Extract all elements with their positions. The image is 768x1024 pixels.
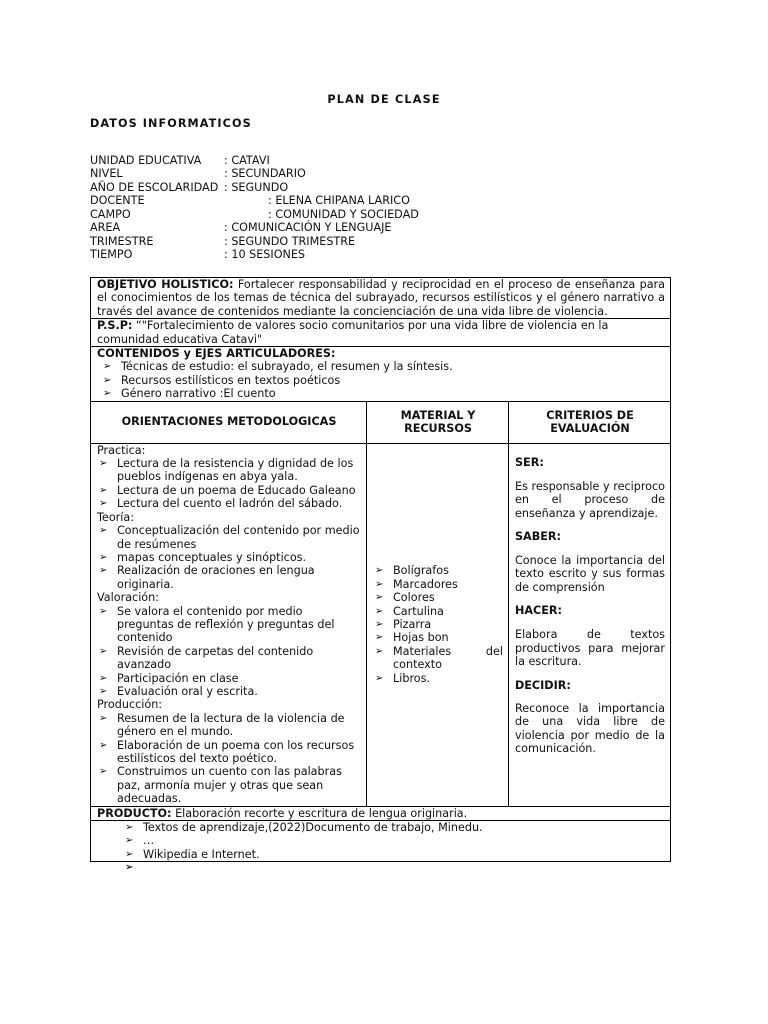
info-label: AREA [90, 221, 121, 235]
psp-cell [91, 319, 671, 347]
list-item: ➢ Bolígrafos [373, 564, 503, 577]
info-value: : COMUNIDAD Y SOCIEDAD [268, 207, 419, 221]
objetivo-cell [91, 278, 671, 319]
list-item: ➢ mapas conceptuales y sinópticos. [97, 551, 361, 564]
list-item: ➢ Revisión de carpetas del contenido avanzado [97, 645, 361, 672]
list-item: ➢ Libros. [373, 672, 503, 685]
list-item: ➢ Conceptualización del contenido por medio de resúmenes [97, 524, 361, 551]
criterio-hacer-label: HACER: [515, 603, 562, 617]
info-value: : CATAVI [224, 154, 270, 167]
info-value: : COMUNICACIÓN Y LENGUAJE [224, 221, 392, 235]
list-item: ➢ Wikipedia e Internet. [123, 848, 665, 861]
producto-row [91, 806, 671, 820]
criterio-ser-text: Es responsable y reciproco en el proceso de enseñanza y aprendizaje. [515, 480, 666, 520]
plan-table [90, 277, 671, 862]
section-heading-datos: DATOS INFORMATICOS [90, 117, 252, 130]
list-item: ➢ Recursos estilísticos en textos poéticos [101, 374, 665, 387]
info-label: CAMPO [90, 207, 131, 221]
header-orientaciones: ORIENTACIONES METODOLOGICAS [91, 401, 367, 443]
info-label: DOCENTE [90, 194, 145, 208]
info-label: TRIMESTRE [90, 234, 154, 248]
objetivo-label: OBJETIVO HOLISTICO: [97, 278, 234, 291]
criterio-hacer-text: Elabora de textos productivos para mejorar la escritura. [515, 628, 666, 669]
valoracion-label: Valoración: [97, 591, 160, 605]
psp-row [91, 319, 671, 347]
list-item: ➢ Realización de oraciones en lengua originaria. [97, 564, 361, 591]
producto-cell [91, 806, 671, 820]
materiales-list [373, 564, 503, 685]
criterios-cell [509, 443, 671, 806]
psp-text: “"Fortalecimiento de valores socio comunitarios por una vida libre de violencia en la comunidad educativa Catavi" [97, 319, 609, 346]
list-item: ➢ Construimos un cuento con las palabras paz, armonía mujer y otras que sean adecuadas. [97, 765, 361, 805]
valoracion-list [97, 605, 361, 699]
contenidos-label: CONTENIDOS y EJES ARTICULADORES: [97, 347, 336, 361]
list-item: ➢ Participación en clase [97, 672, 361, 685]
info-label: NIVEL [90, 167, 123, 181]
list-item: ➢ Lectura de la resistencia y dignidad de los pueblos indígenas en abya yala. [97, 457, 361, 484]
info-label: AÑO DE ESCOLARIDAD [90, 180, 219, 194]
objetivo-row [91, 278, 671, 319]
producto-text: Elaboración recorte y escritura de lengua originaria. [171, 806, 468, 820]
bibliografia-cell [91, 821, 671, 862]
list-item: ➢ Resumen de la lectura de la violencia de género en el mundo. [97, 712, 361, 739]
list-item: ➢ Marcadores [373, 578, 503, 591]
contenidos-row [91, 347, 671, 402]
psp-label: P.S.P: [97, 319, 133, 333]
list-item: ➢ Textos de aprendizaje,(2022)Documento de trabajo, Minedu. [123, 821, 665, 834]
page-title: PLAN DE CLASE [327, 93, 441, 106]
materiales-cell [367, 443, 509, 806]
info-value: : SECUNDARIO [224, 167, 306, 181]
criterio-ser-label: SER: [515, 455, 544, 469]
header-material: MATERIAL Y RECURSOS [367, 401, 509, 443]
info-value: : SEGUNDO [224, 180, 289, 194]
practica-list [97, 457, 361, 511]
produccion-label: Producción: [97, 698, 163, 712]
info-label: UNIDAD EDUCATIVA [90, 154, 202, 167]
bibliografia-list [97, 821, 665, 861]
list-item: ➢ Evaluación oral y escrita. [97, 685, 361, 698]
info-label: TIEMPO [90, 248, 133, 262]
objetivo-text: Fortalecer responsabilidad y reciprocidad en el proceso de enseñanza para el conocimientos de los temas de técnica del subrayado, recursos estilísticos y el género narrativo a través del avance de contenidos mediante la concienciación de una vida libre de violencia. [97, 278, 666, 318]
list-item: ➢ Técnicas de estudio: el subrayado, el resumen y la síntesis. [101, 360, 665, 373]
producto-label: PRODUCTO: [97, 806, 172, 820]
teoria-list [97, 524, 361, 591]
orientaciones-cell [91, 443, 367, 806]
criterio-decidir-label: DECIDIR: [515, 678, 571, 692]
bibliografia-row [91, 821, 671, 862]
produccion-list [97, 712, 361, 806]
list-item: ➢ Cartulina [373, 605, 503, 618]
list-item: ➢ Materiales del contexto [373, 645, 503, 672]
header-row [91, 401, 671, 443]
criterio-saber-text: Conoce la importancia del texto escrito y sus formas de comprensión [515, 553, 666, 594]
list-item: ➢ Lectura de un poema de Educado Galeano [97, 484, 361, 497]
info-value: : 10 SESIONES [224, 248, 306, 262]
list-item: ➢ Pizarra [373, 618, 503, 631]
list-item: ➢ Colores [373, 591, 503, 604]
contenidos-cell [91, 347, 671, 402]
info-value: : ELENA CHIPANA LARICO [268, 194, 410, 208]
contenidos-list [97, 360, 665, 400]
info-value: : SEGUNDO TRIMESTRE [224, 234, 356, 248]
main-row [91, 443, 671, 806]
teoria-label: Teoría: [97, 510, 134, 524]
list-item: ➢ … [123, 834, 665, 847]
criterio-decidir-text: Reconoce la importancia de una vida libre de violencia por medio de la comunicación. [515, 701, 666, 756]
list-item: ➢ Lectura del cuento el ladrón del sábado. [97, 497, 361, 510]
criterio-saber-label: SABER: [515, 530, 561, 544]
list-item: ➢ Género narrativo :El cuento [101, 387, 665, 400]
list-item: ➢ Se valora el contenido por medio preguntas de reflexión y preguntas del contenido [97, 605, 361, 645]
list-item: ➢ Elaboración de un poema con los recursos estilísticos del texto poético. [97, 739, 361, 766]
header-criterios: CRITERIOS DE EVALUACIÓN [509, 401, 671, 443]
list-item: ➢ Hojas bon [373, 631, 503, 644]
practica-label: Practica: [97, 443, 146, 457]
